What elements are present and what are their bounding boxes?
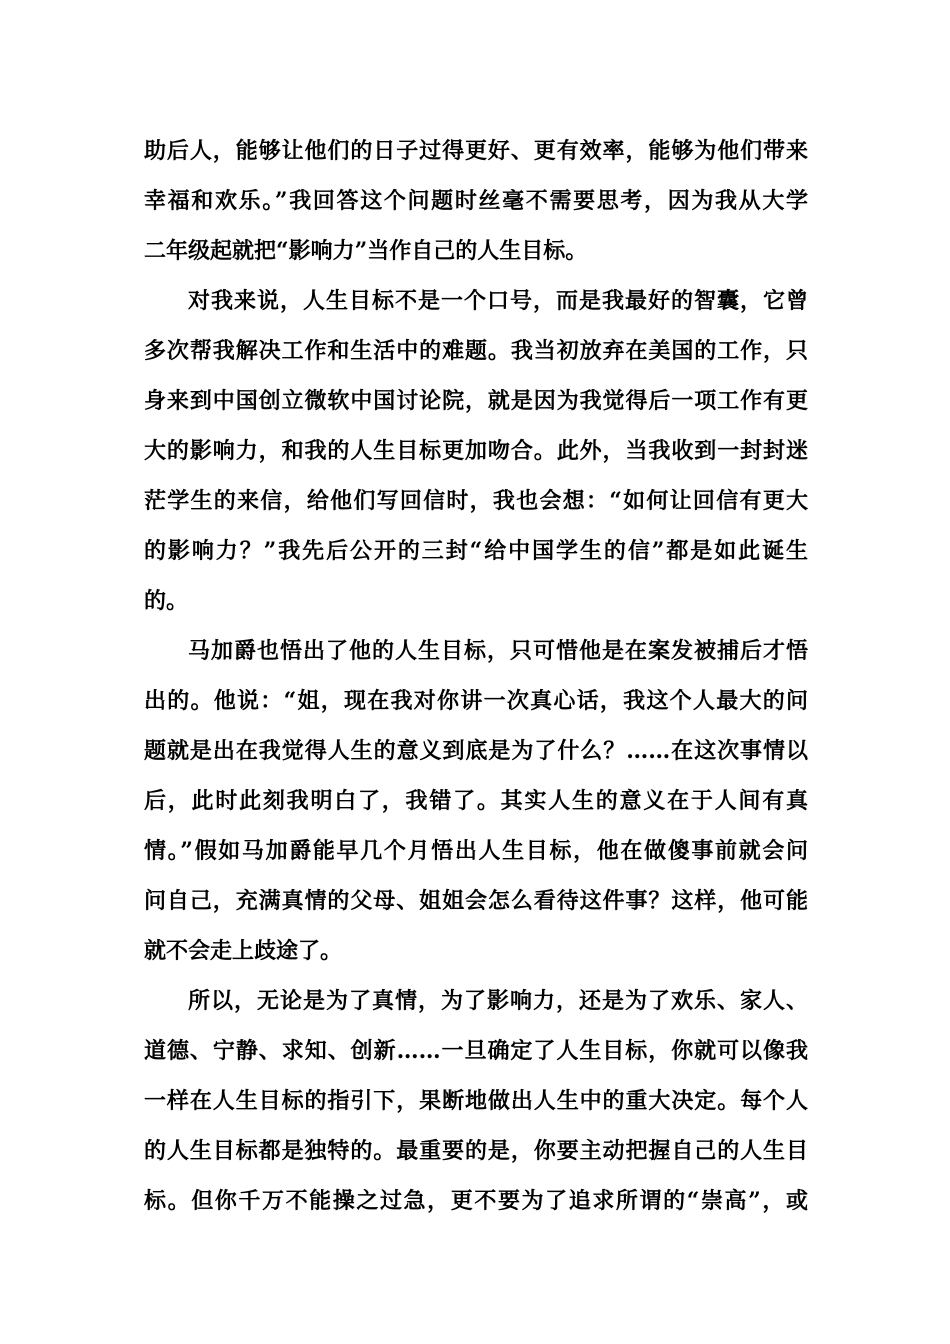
text-line: 多次帮我解决工作和生活中的难题。我当初放弃在美国的工作，只: [144, 338, 808, 364]
text-line: 茫学生的来信，给他们写回信时，我也会想：“如何让回信有更大: [144, 488, 808, 514]
text-line: 出的。他说：“姐，现在我对你讲一次真心话，我这个人最大的问: [144, 688, 808, 714]
text-line: 身来到中国创立微软中国讨论院，就是因为我觉得后一项工作有更: [144, 388, 808, 414]
text-line: 后，此时此刻我明白了，我错了。其实人生的意义在于人间有真: [144, 788, 808, 814]
text-line: 所以，无论是为了真情，为了影响力，还是为了欢乐、家人、: [188, 988, 808, 1014]
text-line: 一样在人生目标的指引下，果断地做出人生中的重大决定。每个人: [144, 1088, 808, 1114]
text-line: 对我来说，人生目标不是一个口号，而是我最好的智囊，它曾: [188, 288, 808, 314]
text-line: 的人生目标都是独特的。最重要的是，你要主动把握自己的人生目: [144, 1138, 808, 1164]
text-line: 题就是出在我觉得人生的意义到底是为了什么？……在这次事情以: [144, 738, 808, 764]
text-line: 大的影响力，和我的人生目标更加吻合。此外，当我收到一封封迷: [144, 438, 808, 464]
text-line: 的影响力？”我先后公开的三封“给中国学生的信”都是如此诞生: [144, 538, 808, 564]
text-line: 马加爵也悟出了他的人生目标，只可惜他是在案发被捕后才悟: [188, 638, 808, 664]
text-line: 问自己，充满真情的父母、姐姐会怎么看待这件事？这样，他可能: [144, 888, 808, 914]
body-text: [144, 126, 808, 1226]
text-line: 就不会走上歧途了。: [144, 938, 343, 964]
text-line: 情。”假如马加爵能早几个月悟出人生目标，他在做傻事前就会问: [144, 838, 808, 864]
text-line: 助后人，能够让他们的日子过得更好、更有效率，能够为他们带来: [144, 138, 808, 164]
text-line: 的。: [144, 588, 189, 614]
text-line: 道德、宁静、求知、创新……一旦确定了人生目标，你就可以像我: [144, 1038, 808, 1064]
text-line: 标。但你千万不能操之过急，更不要为了追求所谓的“崇高”，或: [144, 1188, 808, 1214]
text-line: 幸福和欢乐。”我回答这个问题时丝毫不需要思考，因为我从大学: [144, 188, 808, 214]
text-line: 二年级起就把“影响力”当作自己的人生目标。: [144, 238, 588, 264]
